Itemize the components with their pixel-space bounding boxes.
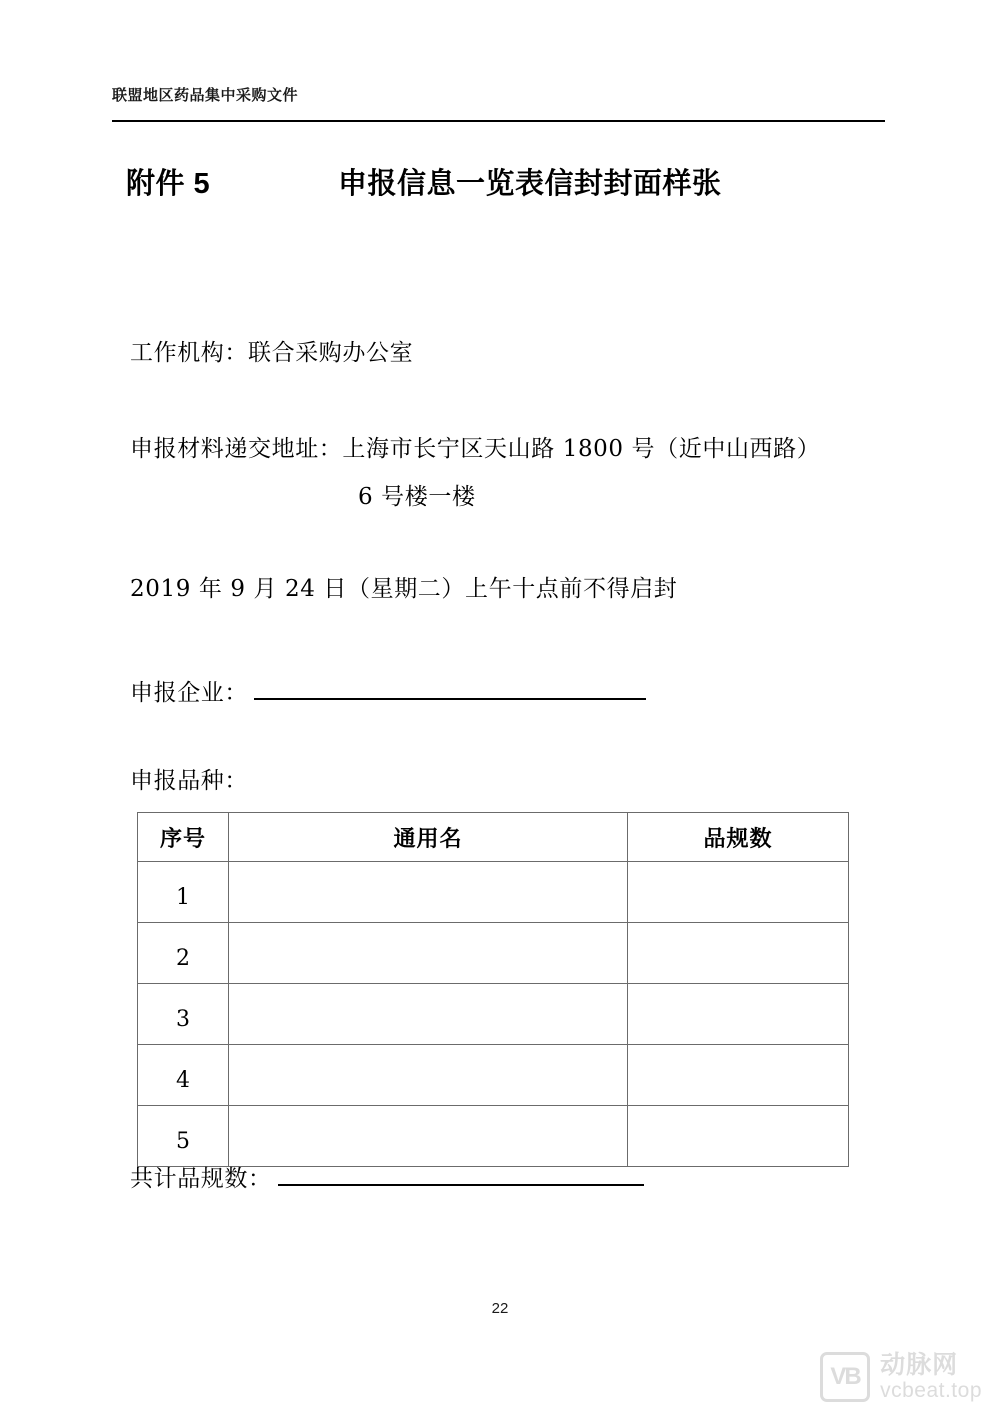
watermark [820,1352,982,1402]
table-row [138,984,849,1045]
watermark-brand-cn: 动脉网 [880,1350,959,1379]
table-row [138,1106,849,1167]
address-line-2: 6 号楼一楼 [358,484,476,510]
table-header-row [138,813,849,862]
watermark-brand-en: vcbeat.top [880,1378,982,1402]
row-spec-count[interactable] [628,923,849,984]
watermark-text [880,1352,982,1402]
row-index: 2 [138,923,229,984]
attachment-label: 附件 5 [126,168,211,200]
total-label: 共计品规数： [130,1166,272,1192]
title-main-text: 申报信息一览表信封封面样张 [338,168,722,200]
running-header [112,86,885,104]
table-row [138,923,849,984]
total-input-blank[interactable] [278,1183,644,1186]
row-generic-name[interactable] [229,984,628,1045]
row-generic-name[interactable] [229,1045,628,1106]
running-header-text: 联盟地区药品集中采购文件 [112,86,299,104]
table-row [138,1045,849,1106]
row-index: 5 [138,1106,229,1167]
row-index: 3 [138,984,229,1045]
company-input-blank[interactable] [254,697,646,700]
address-line-1: 申报材料递交地址：上海市长宁区天山路 1800 号（近中山西路） [130,436,821,462]
vcbeat-logo-icon: VB [820,1352,870,1402]
total-field-row [130,1162,644,1197]
deadline-line: 2019 年 9 月 24 日（星期二）上午十点前不得启封 [130,576,678,602]
row-spec-count[interactable] [628,1106,849,1167]
variety-label: 申报品种： [130,768,248,794]
row-spec-count[interactable] [628,1045,849,1106]
column-header-index: 序号 [138,813,229,862]
column-header-generic-name: 通用名 [229,813,628,862]
variety-table [137,812,849,1167]
row-index: 1 [138,862,229,923]
row-generic-name[interactable] [229,1106,628,1167]
page-number: 22 [491,1300,509,1317]
column-header-spec-count: 品规数 [628,813,849,862]
row-index: 4 [138,1045,229,1106]
company-field-row [130,676,646,711]
organization-line: 工作机构：联合采购办公室 [130,340,414,366]
row-spec-count[interactable] [628,984,849,1045]
table-row [138,862,849,923]
row-spec-count[interactable] [628,862,849,923]
header-divider [112,120,885,122]
company-label: 申报企业： [130,680,248,706]
page-title [126,168,722,201]
row-generic-name[interactable] [229,862,628,923]
row-generic-name[interactable] [229,923,628,984]
